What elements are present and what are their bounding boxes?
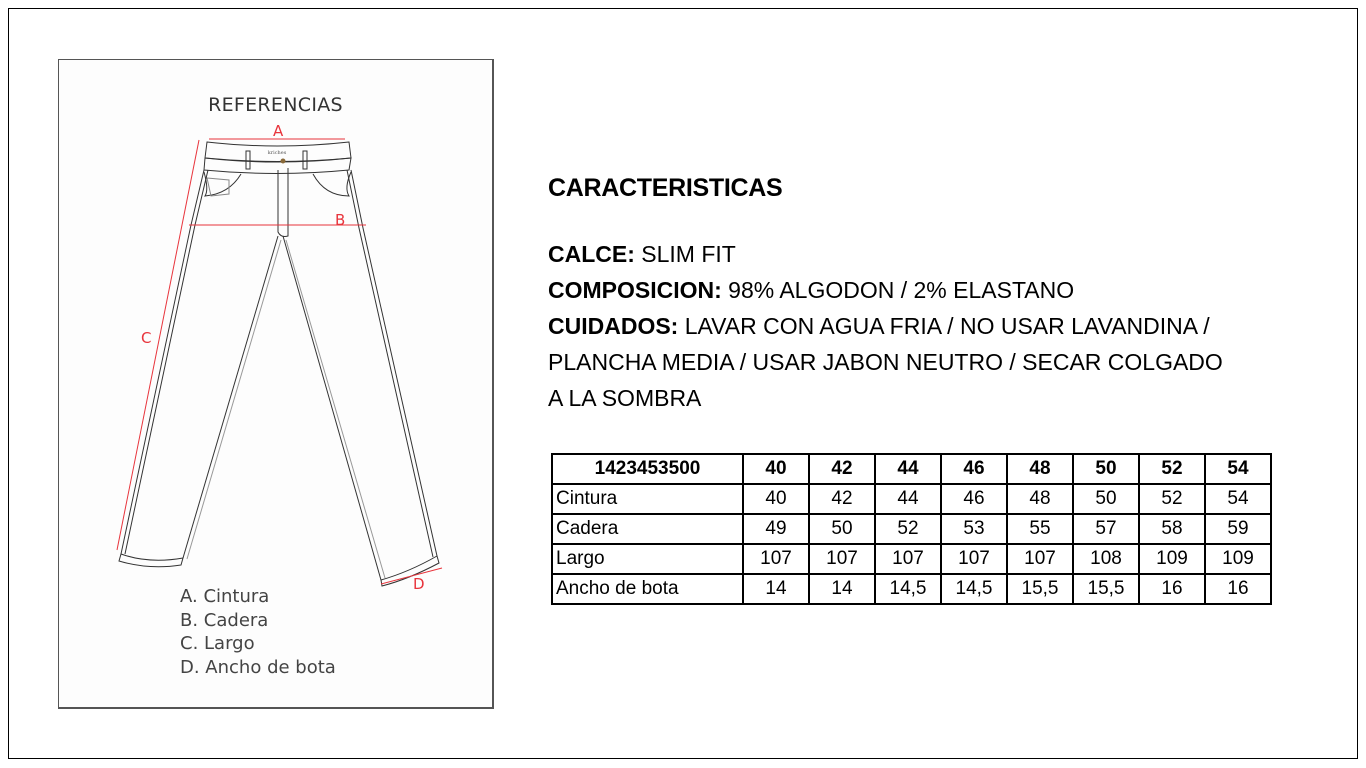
legend-item: C. Largo	[180, 633, 255, 654]
marker-a: A	[273, 122, 284, 140]
table-row-cintura	[552, 484, 1271, 514]
row-label: Cadera	[552, 514, 743, 544]
table-cell: 50	[809, 514, 875, 544]
size-header: 54	[1205, 454, 1271, 484]
table-cell: 59	[1205, 514, 1271, 544]
table-cell: 109	[1139, 544, 1205, 574]
row-label: Largo	[552, 544, 743, 574]
table-cell: 16	[1139, 574, 1205, 604]
table-cell: 49	[743, 514, 809, 544]
legend-item: B. Cadera	[180, 609, 269, 631]
composicion-label: COMPOSICION:	[548, 277, 722, 303]
table-cell: 107	[743, 544, 809, 574]
table-cell: 14,5	[941, 574, 1007, 604]
composicion-value: 98% ALGODON / 2% ELASTANO	[721, 277, 1075, 303]
table-cell: 109	[1205, 544, 1271, 574]
table-cell: 15,5	[1007, 574, 1073, 604]
table-row-largo	[552, 544, 1271, 574]
table-cell: 42	[809, 484, 875, 514]
size-header: 46	[941, 454, 1007, 484]
table-cell: 16	[1205, 574, 1271, 604]
calce-line	[548, 236, 1248, 272]
size-header: 42	[809, 454, 875, 484]
table-cell: 54	[1205, 484, 1271, 514]
marker-b: B	[335, 211, 346, 229]
table-cell: 44	[875, 484, 941, 514]
row-label: Cintura	[552, 484, 743, 514]
calce-label: CALCE:	[548, 241, 635, 267]
table-cell: 58	[1139, 514, 1205, 544]
marker-d: D	[413, 575, 425, 593]
table-cell: 14	[809, 574, 875, 604]
legend-item: D. Ancho de bota	[180, 656, 336, 678]
size-header: 50	[1073, 454, 1139, 484]
table-cell: 57	[1073, 514, 1139, 544]
cuidados-line-3: A LA SOMBRA	[548, 385, 702, 411]
cuidados-line-2: PLANCHA MEDIA / USAR JABON NEUTRO / SECAR COLGADO	[548, 349, 1223, 375]
table-cell: 53	[941, 514, 1007, 544]
brand-label: kriches	[267, 150, 287, 156]
size-header: 40	[743, 454, 809, 484]
cuidados-value: LAVAR CON AGUA FRIA / NO USAR LAVANDINA /	[678, 313, 1210, 339]
size-table	[551, 453, 1272, 605]
table-cell: 107	[1007, 544, 1073, 574]
cuidados-line	[548, 308, 1248, 344]
table-cell: 107	[875, 544, 941, 574]
table-cell: 52	[875, 514, 941, 544]
table-cell: 55	[1007, 514, 1073, 544]
characteristics-list	[548, 236, 1248, 416]
table-row-ancho-de-bota	[552, 574, 1271, 604]
characteristics-title: CARACTERISTICAS	[548, 174, 783, 202]
table-cell: 14,5	[875, 574, 941, 604]
legend-item: A. Cintura	[180, 586, 270, 607]
size-header: 52	[1139, 454, 1205, 484]
table-cell: 52	[1139, 484, 1205, 514]
table-cell: 50	[1073, 484, 1139, 514]
calce-value: SLIM FIT	[634, 241, 736, 267]
composicion-line	[548, 272, 1248, 308]
table-cell: 14	[743, 574, 809, 604]
table-cell: 40	[743, 484, 809, 514]
references-panel	[58, 59, 494, 709]
row-label: Ancho de bota	[552, 574, 743, 604]
table-cell: 107	[941, 544, 1007, 574]
table-cell: 48	[1007, 484, 1073, 514]
product-code: 1423453500	[552, 454, 743, 484]
size-header: 44	[875, 454, 941, 484]
references-legend	[180, 585, 336, 679]
size-header: 48	[1007, 454, 1073, 484]
table-cell: 107	[809, 544, 875, 574]
cuidados-label: CUIDADOS:	[548, 313, 679, 339]
references-title: REFERENCIAS	[208, 94, 343, 116]
table-row-cadera	[552, 514, 1271, 544]
table-cell: 46	[941, 484, 1007, 514]
size-header-row	[552, 454, 1271, 484]
marker-c: C	[141, 329, 152, 347]
table-cell: 15,5	[1073, 574, 1139, 604]
button-icon	[281, 159, 286, 164]
table-cell: 108	[1073, 544, 1139, 574]
